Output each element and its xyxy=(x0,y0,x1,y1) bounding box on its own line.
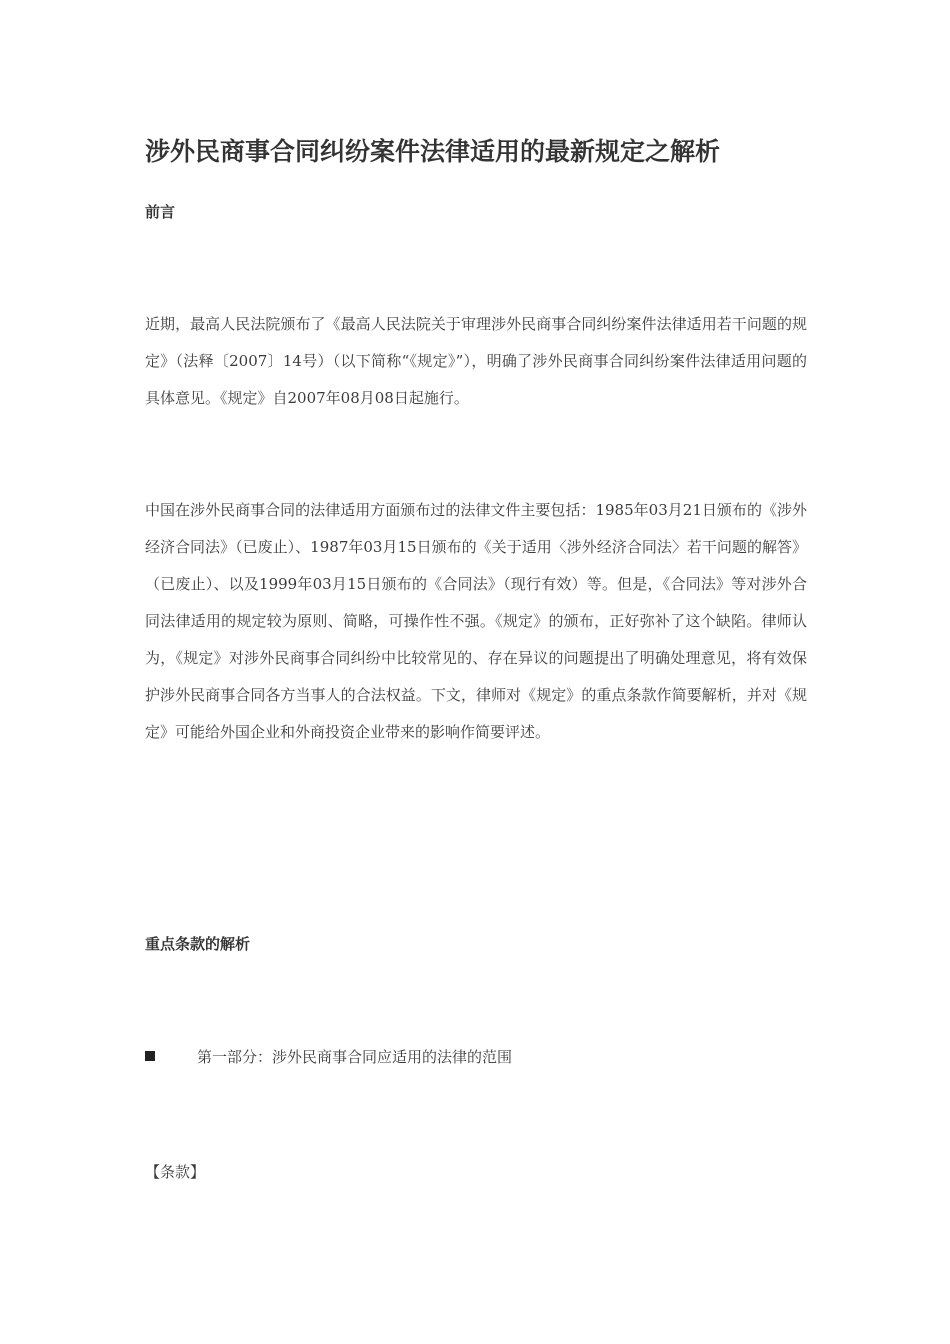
clause-label: 【条款】 xyxy=(145,1163,206,1181)
key-clauses-heading: 重点条款的解析 xyxy=(145,935,251,953)
part-one-text: 第一部分：涉外民商事合同应适用的法律的范围 xyxy=(197,1048,513,1066)
intro-paragraph: 近期，最高人民法院颁布了《最高人民法院关于审理涉外民商事合同纠纷案件法律适用若干问题的规定》（法释〔2007〕14号）（以下简称“《规定》”），明确了涉外民商事合同纠纷案件法律适用问题的具体意见。《规定》自2007年08月08日起施行。 xyxy=(145,315,807,407)
background-paragraph: 中国在涉外民商事合同的法律适用方面颁布过的法律文件主要包括：1985年03月21日颁布的《涉外经济合同法》（已废止）、1987年03月15日颁布的《关于适用〈涉外经济合同法〉若干问题的解答》（已废止）、以及1999年03月15日颁布的《合同法》（现行有效）等。但是，《合同法》等对涉外合同法律适用的规定较为原则、简略，可操作性不强。《规定》的颁布，正好弥补了这个缺陷。律师认为，《规定》对涉外民商事合同纠纷中比较常见的、存在异议的问题提出了明确处理意见，将有效保护涉外民商事合同各方当事人的合法权益。下文，律师对《规定》的重点条款作简要解析，并对《规定》可能给外国企业和外商投资企业带来的影响作简要评述。 xyxy=(145,501,807,741)
square-bullet-icon xyxy=(145,1051,155,1061)
preface-heading: 前言 xyxy=(145,203,176,221)
document-title: 涉外民商事合同纠纷案件法律适用的最新规定之解析 xyxy=(145,137,721,166)
part-one-list-item xyxy=(145,1045,745,1069)
